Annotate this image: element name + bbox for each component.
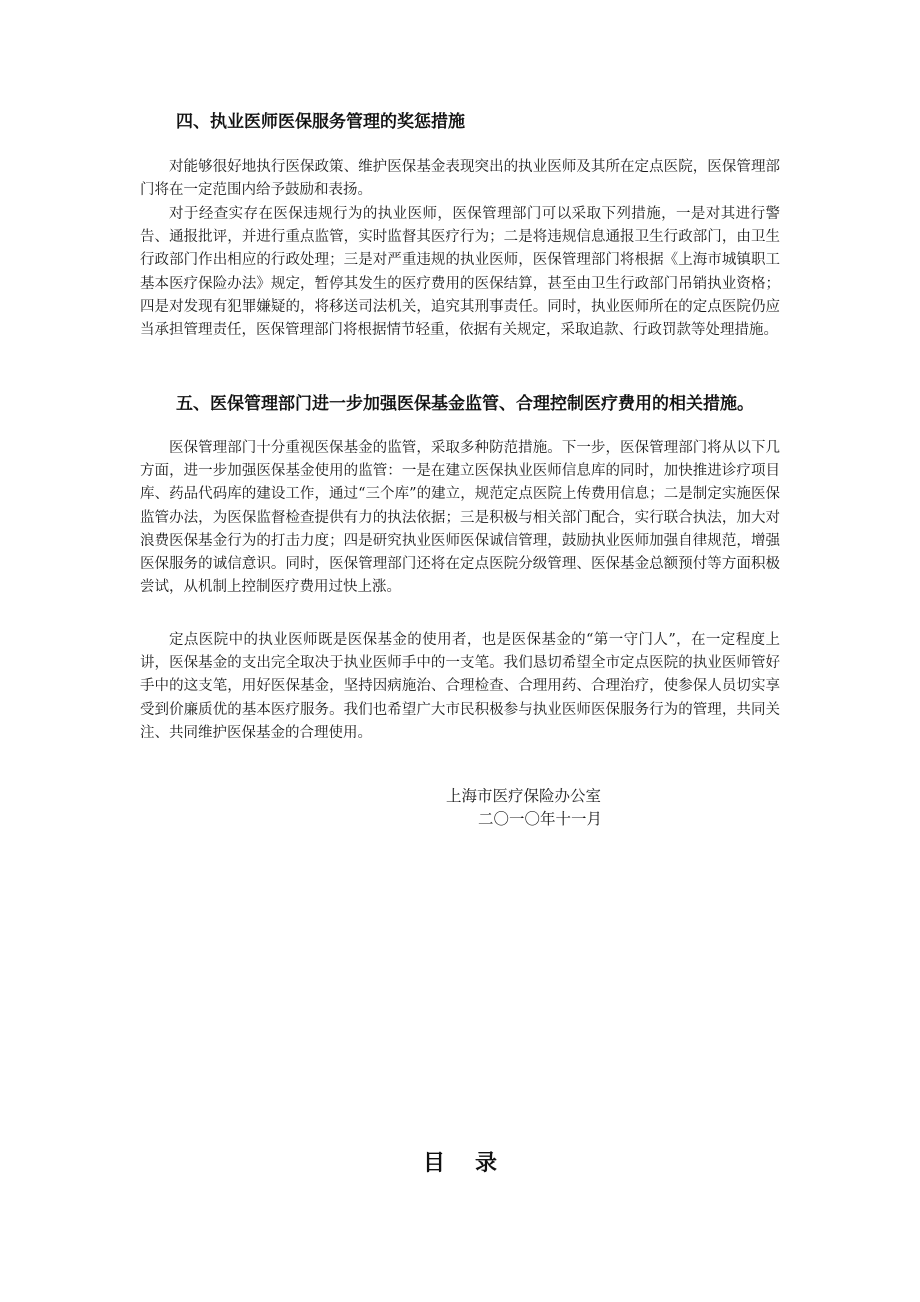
toc-title: 目录: [422, 1151, 527, 1176]
section-4-paragraph-1: 对能够很好地执行医保政策、维护医保基金表现突出的执业医师及其所在定点医院，医保管理部门将在一定范围内给予鼓励和表扬。: [140, 159, 780, 199]
section-4-heading: 四、执业医师医保服务管理的奖惩措施: [176, 112, 465, 132]
section-5-heading: 五、医保管理部门进一步加强医保基金监管、合理控制医疗费用的相关措施。: [176, 394, 754, 414]
section-4-paragraph-2: 对于经查实存在医保违规行为的执业医师，医保管理部门可以采取下列措施，一是对其进行警告、通报批评，并进行重点监管，实时监督其医疗行为；二是将违规信息通报卫生行政部门，由卫生行政部门作出相应的行政处理；三是对严重违规的执业医师，医保管理部门将根据《上海市城镇职工基本医疗保险办法》规定，暂停其发生的医疗费用的医保结算，甚至由卫生行政部门吊销执业资格；四是对发现有犯罪嫌疑的，将移送司法机关，追究其刑事责任。同时，执业医师所在的定点医院仍应当承担管理责任，医保管理部门将根据情节轻重，依据有关规定，采取追款、行政罚款等处理措施。: [140, 206, 780, 339]
section-5-paragraph-2: 定点医院中的执业医师既是医保基金的使用者，也是医保基金的“第一守门人”，在一定程度上讲，医保基金的支出完全取决于执业医师手中的一支笔。我们恳切希望全市定点医院的执业医师管好手中的这支笔，用好医保基金，坚持因病施治、合理检查、合理用药、合理治疗，使参保人员切实享受到价廉质优的基本医疗服务。我们也希望广大市民积极参与执业医师医保服务行为的管理，共同关注、共同维护医保基金的合理使用。: [140, 632, 780, 741]
section-5-paragraph-1: 医保管理部门十分重视医保基金的监管，采取多种防范措施。下一步，医保管理部门将从以下几方面，进一步加强医保基金使用的监管：一是在建立医保执业医师信息库的同时，加快推进诊疗项目库、药品代码库的建设工作，通过“三个库”的建立，规范定点医院上传费用信息；二是制定实施医保监管办法，为医保监督检查提供有力的执法依据；三是积极与相关部门配合，实行联合执法，加大对浪费医保基金行为的打击力度；四是研究执业医师医保诚信管理，鼓励执业医师加强自律规范，增强医保服务的诚信意识。同时，医保管理部门还将在定点医院分级管理、医保基金总额预付等方面积极尝试，从机制上控制医疗费用过快上涨。: [140, 440, 780, 596]
signature-organization: 上海市医疗保险办公室: [446, 787, 602, 805]
signature-date: 二〇一〇年十一月: [478, 810, 603, 828]
